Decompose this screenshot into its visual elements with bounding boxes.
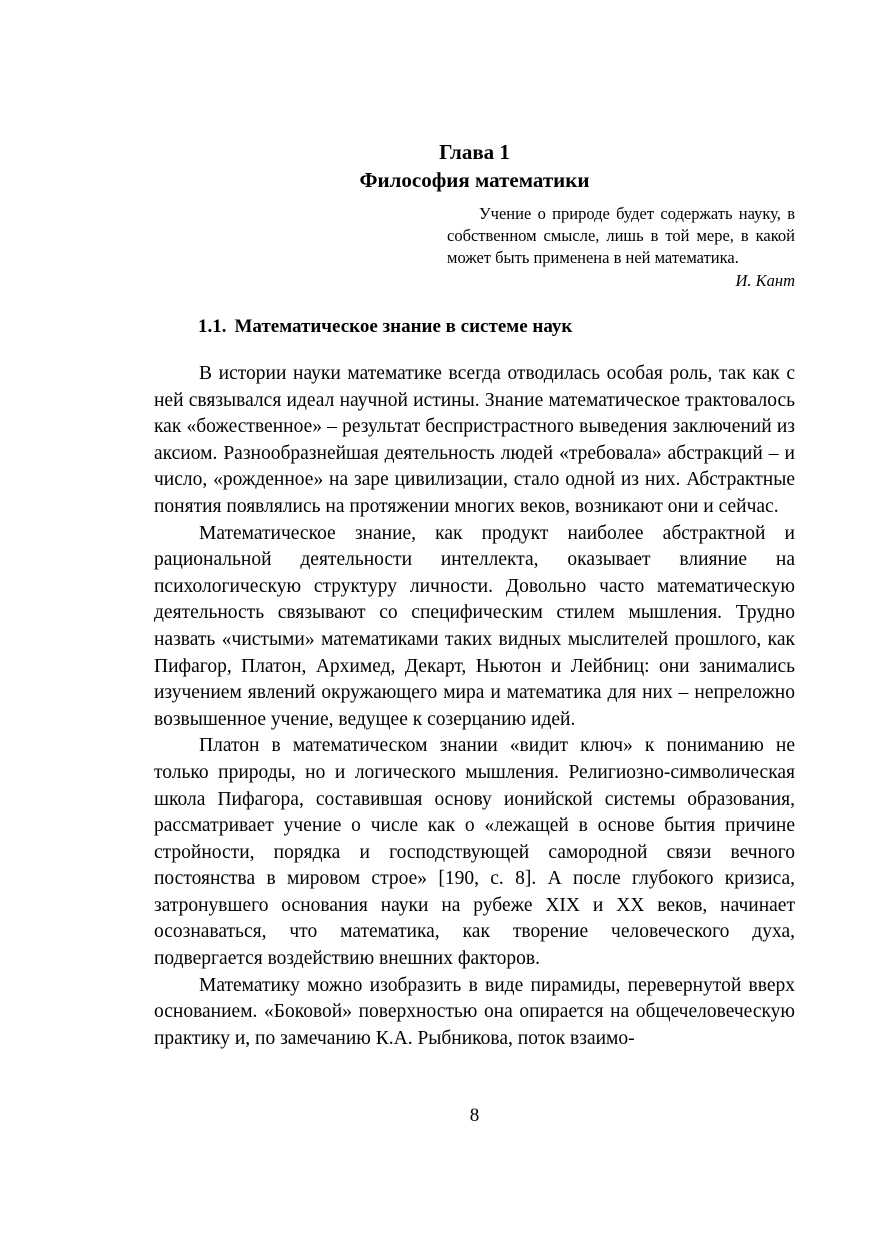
epigraph	[447, 203, 795, 292]
epigraph-text: Учение о природе будет содержать науку, в собственном смысле, лишь в той мере, в какой может быть применена в ней математика.	[447, 204, 795, 267]
chapter-title: Философия математики	[359, 168, 590, 192]
section-number: 1.1.	[198, 316, 227, 337]
paragraph: В истории науки математике всегда отводилась особая роль, так как с ней связывался идеал научной истины. Знание математическое трактовалось как «божественное» – результат беспристрастного выведения заключений из аксиом. Разнообразнейшая деятельность людей «требовала» абстракций – и число, «рожденное» на заре цивилизации, стало одной из них. Абстрактные понятия появлялись на протяжении многих веков, возникают они и сейчас.	[154, 363, 795, 517]
paragraph: Математическое знание, как продукт наиболее абстрактной и рациональной деятельности интеллекта, оказывает влияние на психологическую структуру личности. Довольно часто математическую деятельность связывают со специфическим стилем мышления. Трудно назвать «чистыми» математиками таких видных мыслителей прошлого, как Пифагор, Платон, Архимед, Декарт, Ньютон и Лейбниц: они занимались изучением явлений окружающего мира и математика для них – непреложно возвышенное учение, ведущее к созерцанию идей.	[154, 522, 795, 730]
page-number	[0, 1104, 877, 1128]
paragraph: Платон в математическом знании «видит ключ» к пониманию не только природы, но и логического мышления. Религиозно-символическая школа Пифагора, составившая основу ионийской системы образования, рассматривает учение о числе как о «лежащей в основе бытия причине стройности, порядка и господствующей самородной связи вечного постоянства в мировом строе» [190, с. 8]. А после глубокого кризиса, затронувшего основания науки на рубеже XIX и XX веков, начинает осознаваться, что математика, как творение человеческого духа, подвергается воздействию внешних факторов.	[154, 735, 795, 970]
epigraph-author: И. Кант	[735, 271, 795, 290]
page-number-value: 8	[469, 1105, 480, 1126]
paragraph: Математику можно изобразить в виде пирамиды, перевернутой вверх основанием. «Боковой» поверхностью она опирается на общечеловеческую практику и, по замечанию К.А. Рыбникова, поток взаимо-	[154, 974, 795, 1049]
body-text	[154, 361, 795, 1052]
chapter-label: Глава 1	[439, 140, 510, 164]
section-title: Математическое знание в системе наук	[234, 316, 573, 337]
chapter-heading	[0, 138, 877, 194]
section-heading	[198, 315, 572, 339]
